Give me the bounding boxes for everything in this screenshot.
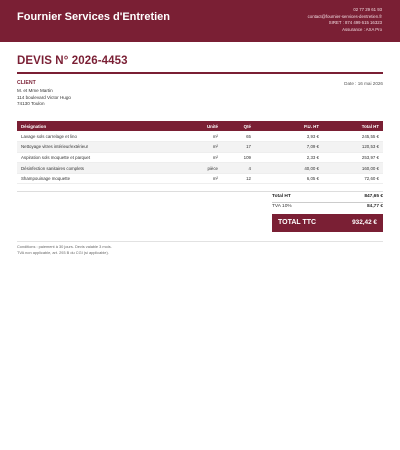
quote-date: Date : 16 mai 2026 [344,81,383,86]
row-designation: Lavage sols carrelage et lino [17,131,192,142]
row-qty: 12 [222,173,255,184]
company-siret: SIRET : 874 499 615 16323 [328,20,382,26]
row-unit-price: 3,93 € [255,131,323,142]
tva-label: TVA 10% [272,204,292,209]
row-designation: Shampouinage moquette [17,173,192,184]
company-phone: 02 77 29 61 93 [353,7,382,12]
client-city: 74130 Toulon [17,101,45,106]
table-row [17,173,383,184]
header-unit: Unité [192,121,222,131]
row-unit: pièce [192,163,222,174]
table-row [17,142,383,153]
header-designation: Désignation [17,121,192,131]
footer-line-vat: TVA non applicable, art. 293 B du CGI (si applicable). [17,250,109,255]
row-total: 120,53 € [323,142,383,153]
total-ttc-box [272,214,383,232]
table-header-row [17,121,383,131]
company-name: Fournier Services d'Entretien [17,11,170,23]
header-unit-price: P.U. HT [255,121,323,131]
totals-row-divider [272,202,383,203]
footer-line-payment: Conditions : paiement à 30 jours. Devis valable 3 mois. [17,244,112,249]
row-unit: m² [192,173,222,184]
row-unit: m² [192,142,222,153]
total-ht-label: Total HT [272,194,291,199]
row-designation: Désinfection sanitaires complets [17,163,192,174]
client-label: CLIENT [17,80,36,86]
row-total: 72,60 € [323,173,383,184]
company-email: contact@fournier-services-dentretien.fr [307,13,382,19]
client-address [17,88,71,108]
items-table [17,121,383,184]
company-contact [308,7,382,33]
table-row [17,163,383,174]
header-total: Total HT [323,121,383,131]
total-ttc-label: TOTAL TTC [278,219,317,226]
row-unit: m² [192,131,222,142]
row-unit-price: 2,33 € [255,152,323,163]
row-qty: 4 [222,163,255,174]
client-street: 114 boulevard Victor Hugo [17,94,71,100]
row-qty: 109 [222,152,255,163]
row-total: 160,00 € [323,163,383,174]
totals-divider [17,191,383,192]
header-qty: Qté [222,121,255,131]
tva-value: 84,77 € [366,204,383,209]
row-total: 245,55 € [323,131,383,142]
row-unit: m² [192,152,222,163]
client-name: M. et Mme Martin [17,88,53,93]
row-designation: Aspiration sols moquette et parquet [17,152,192,163]
total-ttc-value: 932,42 € [352,219,377,227]
quote-title: DEVIS N° 2026-4453 [17,55,128,67]
row-total: 253,97 € [323,152,383,163]
row-designation: Nettoyage vitres intérieur/extérieur [17,142,192,153]
company-insurance: Assurance : AXA Pro [342,26,382,32]
title-divider [17,72,383,74]
row-qty: 65 [222,131,255,142]
row-qty: 17 [222,142,255,153]
total-ht-value: 847,65 € [364,194,383,199]
table-row [17,152,383,163]
row-unit-price: 40,00 € [255,163,323,174]
table-row [17,131,383,142]
footer-conditions [17,244,112,256]
footer-divider [17,241,383,242]
row-unit-price: 6,05 € [255,173,323,184]
row-unit-price: 7,09 € [255,142,323,153]
invoice-header [0,0,400,42]
